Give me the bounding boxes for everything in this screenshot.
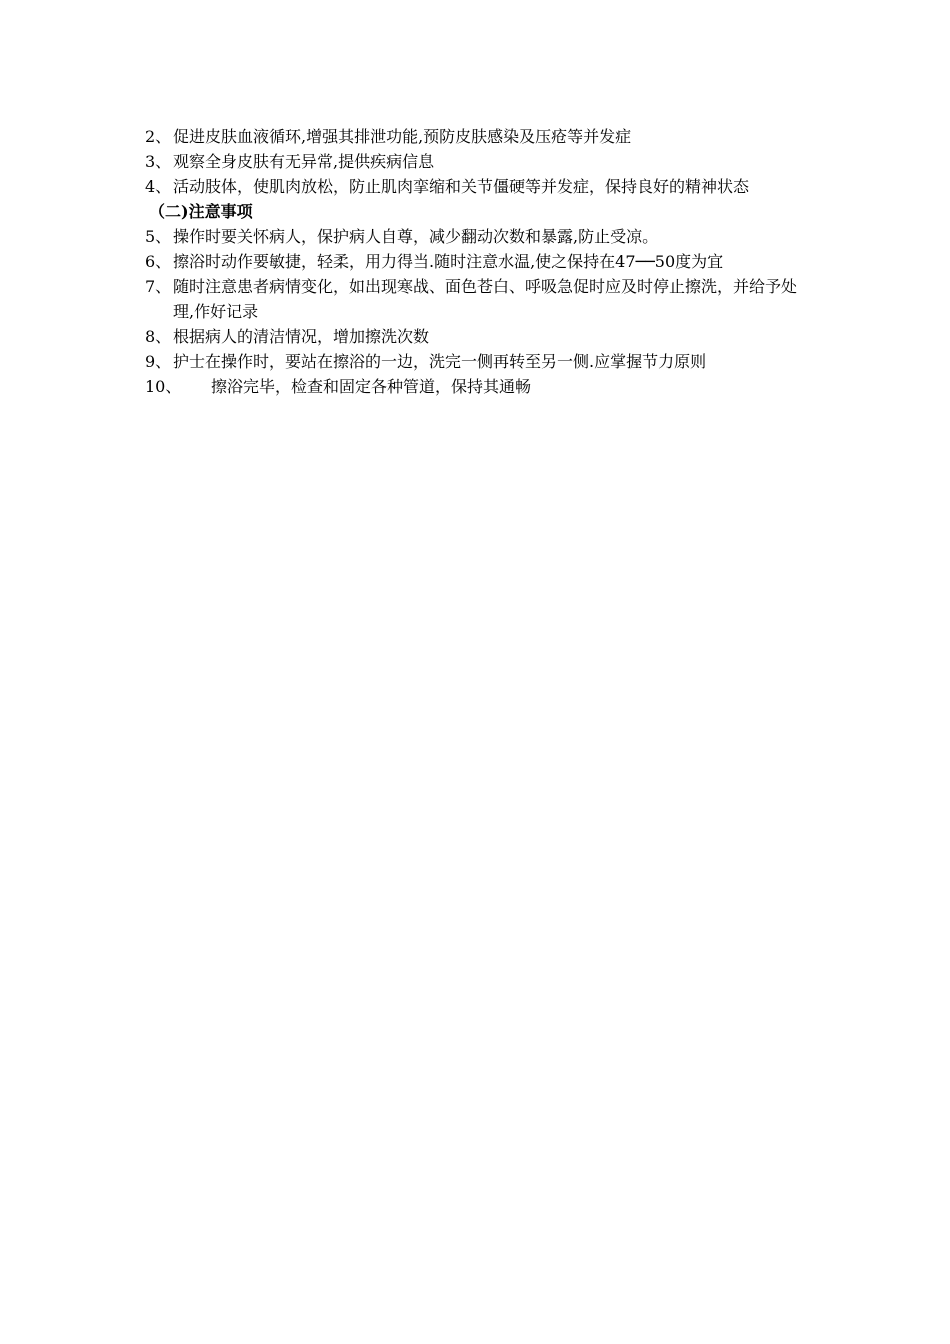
list-item	[145, 174, 815, 199]
list-item	[145, 324, 815, 349]
list-item-number: 9、	[145, 352, 172, 371]
list-item	[145, 124, 815, 149]
list-item-text: 操作时要关怀病人，保护病人自尊，减少翻动次数和暴露,防止受凉。	[173, 227, 659, 246]
list-item-text: 擦浴完毕，检查和固定各种管道，保持其通畅	[211, 377, 532, 396]
list-item	[145, 149, 815, 174]
list-item-number: 7、	[145, 277, 172, 296]
list-item	[145, 274, 815, 324]
list-item-text: 活动肢体，使肌肉放松，防止肌肉挛缩和关节僵硬等并发症，保持良好的精神状态	[173, 177, 750, 196]
list-item-text: 促进皮肤血液循环,增强其排泄功能,预防皮肤感染及压疮等并发症	[173, 127, 632, 146]
list-item-number: 10、	[145, 377, 182, 396]
list-item	[145, 249, 815, 274]
list-item	[145, 224, 815, 249]
list-item-text: 观察全身皮肤有无异常,提供疾病信息	[173, 152, 435, 171]
list-item-number: 4、	[145, 177, 172, 196]
list-item-text: 擦浴时动作要敏捷，轻柔，用力得当.随时注意水温,使之保持在47──50度为宜	[173, 252, 724, 271]
list-item-number: 6、	[145, 252, 172, 271]
document-body	[145, 124, 815, 399]
list-item-number: 2、	[145, 127, 172, 146]
list-item-number: 3、	[145, 152, 172, 171]
list-item-number: 8、	[145, 327, 172, 346]
section-heading: （二)注意事项	[149, 202, 253, 221]
list-item	[145, 374, 815, 399]
list-item-text: 随时注意患者病情变化，如出现寒战、面色苍白、呼吸急促时应及时停止擦洗，并给予处理,作好记录	[173, 277, 798, 321]
list-item-number: 5、	[145, 227, 172, 246]
list-item-text: 护士在操作时，要站在擦浴的一边，洗完一侧再转至另一侧.应掌握节力原则	[173, 352, 707, 371]
list-item	[145, 349, 815, 374]
list-item-text: 根据病人的清洁情况，增加擦洗次数	[173, 327, 430, 346]
